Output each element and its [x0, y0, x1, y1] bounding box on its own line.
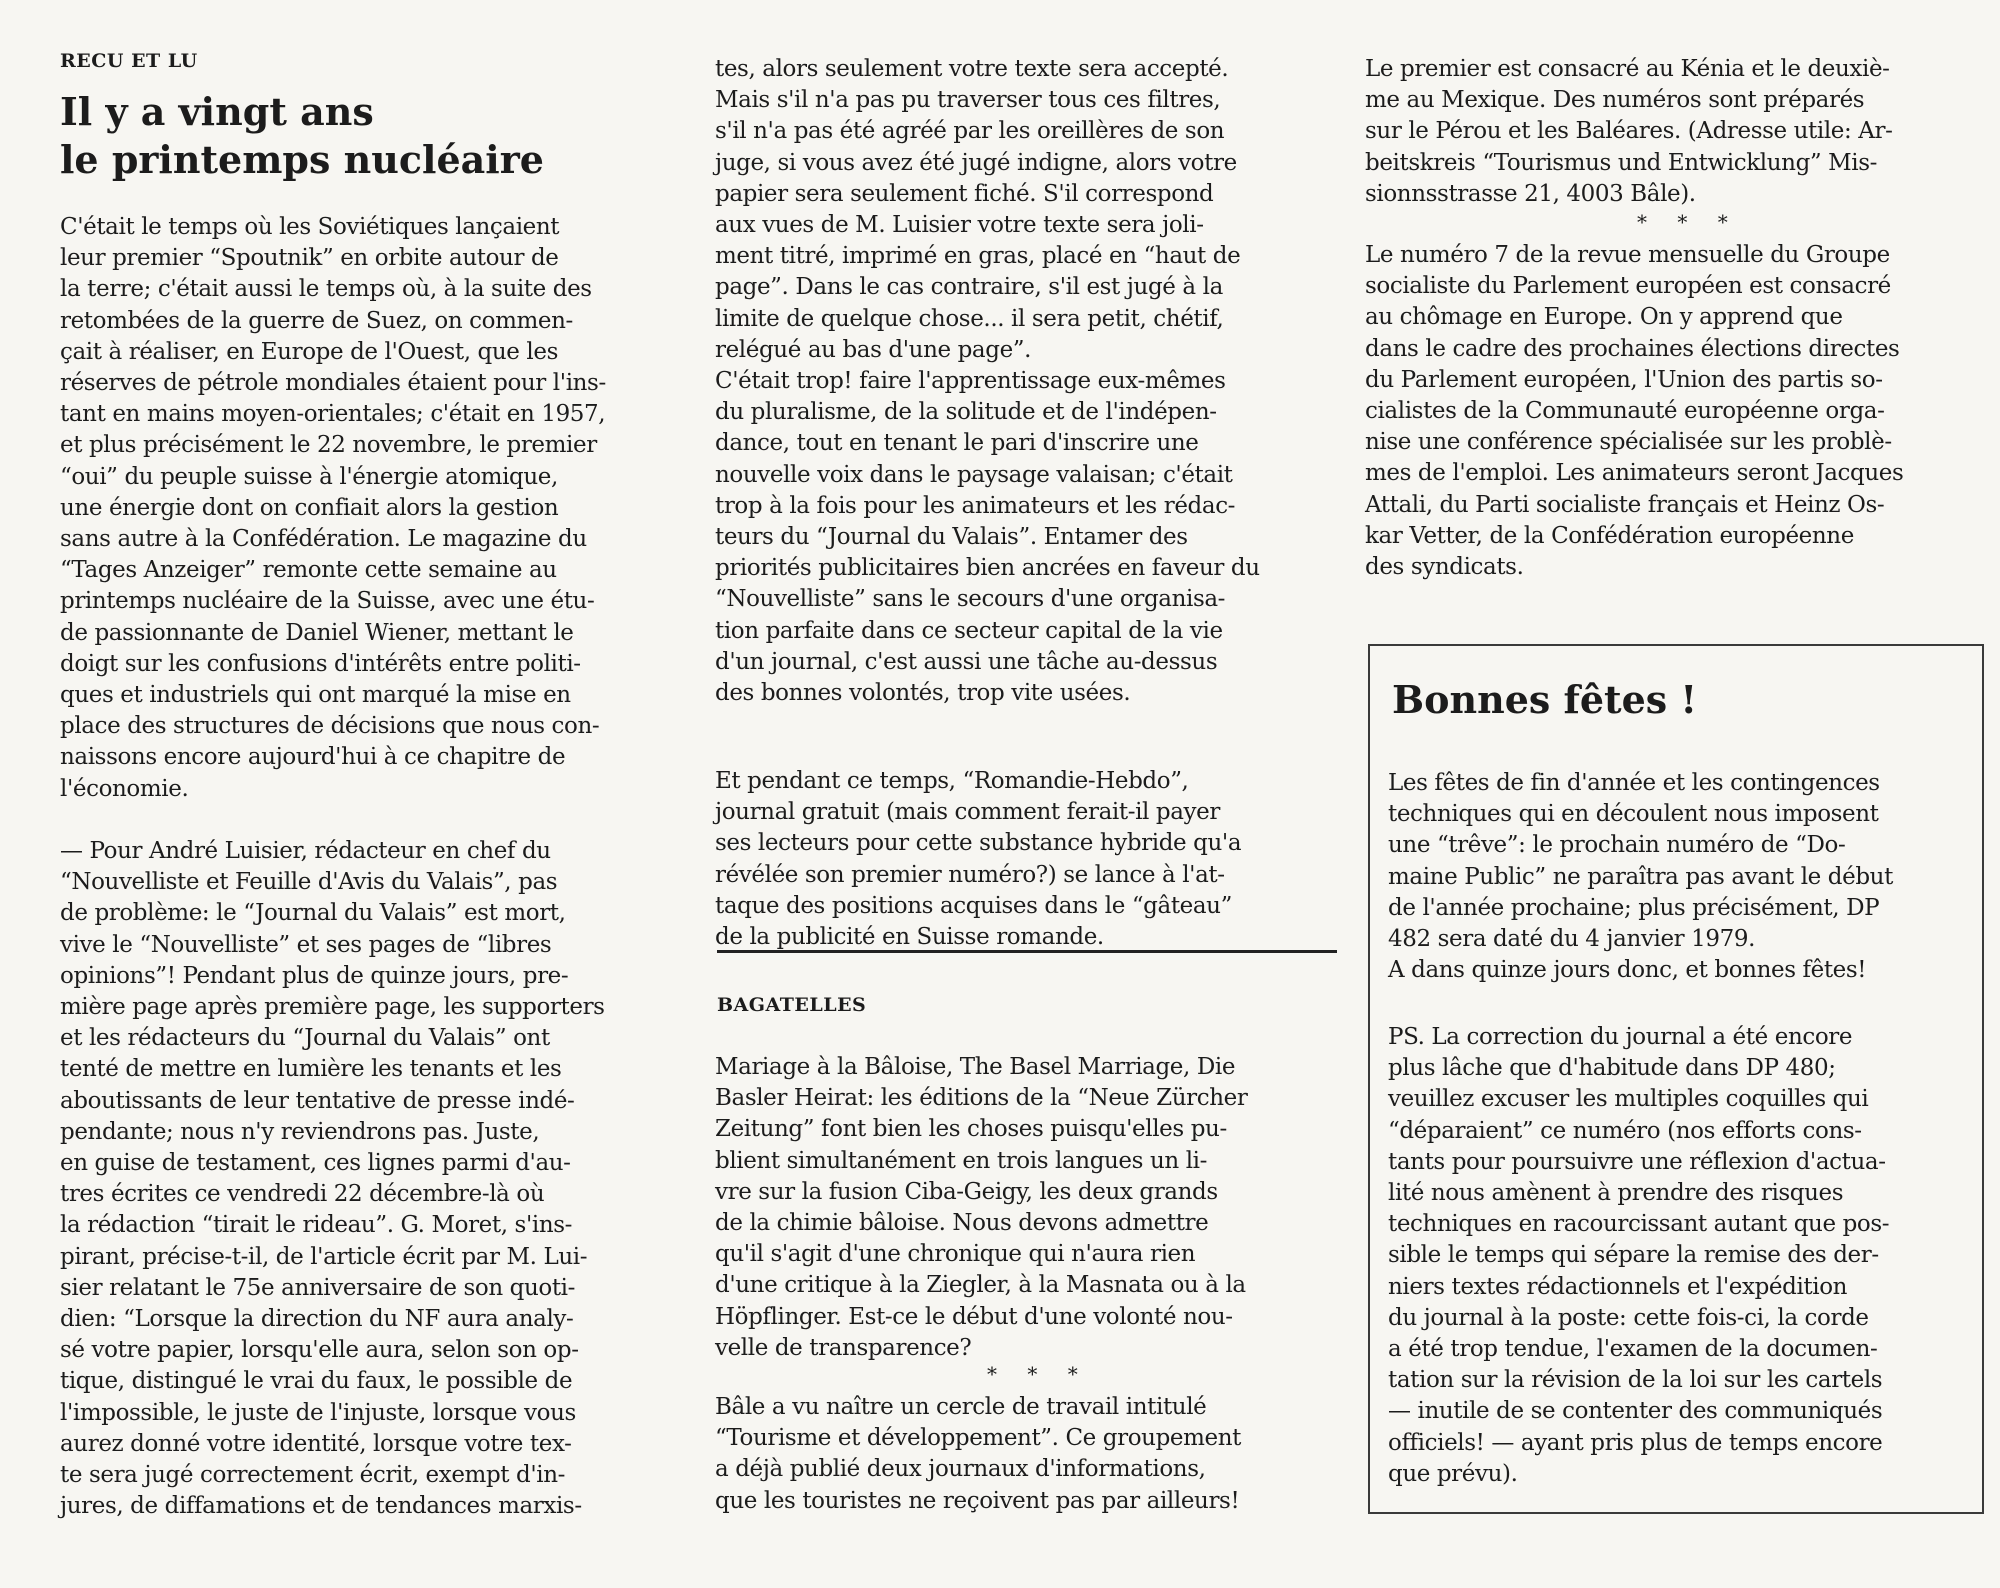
text-line: maine Public” ne paraîtra pas avant le début [1388, 863, 1893, 890]
text-line: de la chimie bâloise. Nous devons admettre [715, 1210, 1209, 1236]
text-line: techniques qui en découlent nous imposent [1388, 801, 1879, 828]
text-line: jures, de diffamations et de tendances marxis- [60, 1493, 582, 1520]
text-line: du pluralisme, de la solitude et de l'indépen- [715, 399, 1217, 426]
article-title [60, 88, 680, 184]
text-line: papier sera seulement fiché. S'il correspond [715, 180, 1214, 207]
text-line: Les fêtes de fin d'année et les contingences [1388, 770, 1880, 796]
text-line: mes de l'emploi. Les animateurs seront Jacques [1365, 460, 1904, 487]
separator-stars: * * * [1637, 210, 1740, 234]
text-line: ment titré, imprimé en gras, placé en “haut de [715, 243, 1241, 270]
notice-title: Bonnes fêtes ! [1392, 677, 1698, 722]
text-line: — inutile de se contenter des communiqués [1388, 1398, 1883, 1425]
text-line: Höpflinger. Est-ce le début d'une volonté nou- [715, 1303, 1233, 1330]
text-line: A dans quinze jours donc, et bonnes fêtes! [1388, 957, 1867, 984]
text-line: révélée son premier numéro?) se lance à l'at- [715, 861, 1225, 888]
text-line: trop à la fois pour les animateurs et les rédac- [715, 492, 1236, 519]
text-line: priorités publicitaires bien ancrées en faveur du [715, 555, 1260, 582]
text-line: sionnsstrasse 21, 4003 Bâle). [1365, 180, 1696, 207]
text-line: pendante; nous n'y reviendrons pas. Juste, [60, 1118, 540, 1145]
text-line: la terre; c'était aussi le temps où, à la suite des [60, 276, 592, 303]
text-line: au chômage en Europe. On y apprend que [1365, 304, 1843, 331]
text-line: sier relatant le 75e anniversaire de son quoti- [60, 1274, 575, 1301]
text-line: une “trêve”: le prochain numéro de “Do- [1388, 832, 1846, 859]
text-line: l'économie. [60, 775, 189, 802]
text-line: Mariage à la Bâloise, The Basel Marriage, Die [715, 1054, 1236, 1080]
text-line: techniques en racourcissant autant que pos- [1388, 1211, 1890, 1238]
text-line: dance, tout en tenant le pari d'inscrire une [715, 430, 1199, 457]
text-line: “oui” du peuple suisse à l'énergie atomique, [60, 463, 558, 490]
text-line: que prévu). [1388, 1460, 1518, 1487]
text-line: velle de transparence? [715, 1334, 972, 1361]
text-line: leur premier “Spoutnik” en orbite autour de [60, 245, 559, 272]
text-line: PS. La correction du journal a été encore [1388, 1024, 1853, 1050]
text-line: relégué au bas d'une page”. [715, 336, 1032, 363]
text-line: Le premier est consacré au Kénia et le deuxiè- [1365, 56, 1890, 82]
title-line: Il y a vingt ans [60, 89, 374, 134]
text-line: te sera jugé correctement écrit, exempt d'in- [60, 1462, 566, 1488]
text-line: place des structures de décisions que nous con- [60, 713, 600, 740]
text-line: réserves de pétrole mondiales étaient pour l'ins- [60, 370, 606, 396]
text-line: Attali, du Parti socialiste français et Heinz Os- [1365, 491, 1885, 518]
text-line: d'une critique à la Ziegler, à la Masnata ou à la [715, 1272, 1246, 1299]
text-line: çait à réaliser, en Europe de l'Ouest, que les [60, 338, 558, 365]
text-line: plus lâche que d'habitude dans DP 480; [1388, 1055, 1836, 1082]
text-line: officiels! — ayant pris plus de temps encore [1388, 1429, 1883, 1456]
text-line: aurez donné votre identité, lorsque votre tex- [60, 1430, 572, 1457]
text-line: et les rédacteurs du “Journal du Valais” ont [60, 1025, 550, 1052]
text-line: aboutissants de leur tentative de presse indé- [60, 1087, 575, 1114]
text-line: que les touristes ne reçoivent pas par ailleurs! [715, 1487, 1240, 1514]
text-line: opinions”! Pendant plus de quinze jours, pre- [60, 962, 569, 989]
text-line: Zeitung” font bien les choses puisqu'elles pu- [715, 1116, 1227, 1143]
text-line: limite de quelque chose... il sera petit, chétif, [715, 305, 1224, 332]
text-line: de problème: le “Journal du Valais” est mort, [60, 900, 566, 927]
text-line: aux vues de M. Luisier votre texte sera joli- [715, 212, 1204, 238]
text-line: doigt sur les confusions d'intérêts entre politi- [60, 650, 581, 677]
text-line: des bonnes volontés, trop vite usées. [715, 680, 1131, 706]
text-line: naissons encore aujourd'hui à ce chapitre de [60, 744, 566, 771]
text-line: juge, si vous avez été jugé indigne, alors votre [715, 149, 1237, 176]
text-line: tants pour poursuivre une réflexion d'actua- [1388, 1148, 1886, 1175]
text-line: dien: “Lorsque la direction du NF aura analy- [60, 1306, 574, 1332]
text-line: mière page après première page, les supporters [60, 994, 605, 1020]
text-line: lité nous amènent à prendre des risques [1388, 1180, 1844, 1206]
text-line: vive le “Nouvelliste” et ses pages de “libres [60, 931, 552, 958]
text-line: “Tourisme et développement”. Ce groupement [715, 1425, 1241, 1452]
text-line: a déjà publié deux journaux d'informations, [715, 1456, 1206, 1483]
text-line: s'il n'a pas été agréé par les oreillères de son [715, 118, 1225, 145]
text-line: “Tages Anzeiger” remonte cette semaine au [60, 557, 557, 584]
text-line: C'était trop! faire l'apprentissage eux-mêmes [715, 368, 1226, 394]
text-line: nise une conférence spécialisée sur les problè- [1365, 429, 1892, 456]
text-line: des syndicats. [1365, 554, 1524, 580]
text-line: “déparaient” ce numéro (nos efforts cons- [1388, 1117, 1862, 1144]
section-divider [717, 950, 1337, 953]
text-line: du Parlement européen, l'Union des partis so- [1365, 366, 1883, 393]
text-line: tation sur la révision de la loi sur les cartels [1388, 1367, 1883, 1394]
text-line: vre sur la fusion Ciba-Geigy, les deux grands [715, 1178, 1218, 1205]
text-line: de l'année prochaine; plus précisément, DP [1388, 894, 1880, 921]
title-line: le printemps nucléaire [60, 137, 544, 182]
text-line: sé votre papier, lorsqu'elle aura, selon son op- [60, 1337, 579, 1364]
text-line: tion parfaite dans ce secteur capital de la vie [715, 617, 1223, 644]
text-line: kar Vetter, de la Confédération européenne [1365, 522, 1854, 549]
text-line: qu'il s'agit d'une chronique qui n'aura rien [715, 1241, 1196, 1268]
text-line: ques et industriels qui ont marqué la mise en [60, 682, 571, 708]
text-line: Basler Heirat: les éditions de la “Neue Zürcher [715, 1085, 1248, 1112]
text-line: d'un journal, c'est aussi une tâche au-dessus [715, 648, 1218, 675]
text-line: cialistes de la Communauté européenne orga- [1365, 398, 1885, 424]
text-line: Mais s'il n'a pas pu traverser tous ces filtres, [715, 87, 1221, 114]
text-line: taque des positions acquises dans le “gâteau” [715, 892, 1232, 919]
text-line: du journal à la poste: cette fois-ci, la corde [1388, 1304, 1869, 1331]
text-line: — Pour André Luisier, rédacteur en chef du [60, 838, 551, 864]
text-line: une énergie dont on confiait alors la gestion [60, 494, 559, 521]
text-line: niers textes rédactionnels et l'expédition [1388, 1273, 1848, 1300]
text-line: veuillez excuser les multiples coquilles qui [1388, 1086, 1869, 1113]
text-line: ses lecteurs pour cette substance hybride qu'a [715, 830, 1242, 857]
section-rubric: RECU ET LU [60, 50, 198, 72]
text-line: nouvelle voix dans le paysage valaisan; c'était [715, 461, 1233, 488]
text-line: de passionnante de Daniel Wiener, mettant le [60, 619, 574, 646]
text-line: me au Mexique. Des numéros sont préparés [1365, 87, 1865, 114]
text-line: dans le cadre des prochaines élections directes [1365, 335, 1900, 362]
text-line: sur le Pérou et les Baléares. (Adresse utile: Ar- [1365, 118, 1893, 145]
text-line: journal gratuit (mais comment ferait-il payer [715, 799, 1220, 826]
text-line: Et pendant ce temps, “Romandie-Hebdo”, [715, 768, 1189, 794]
text-line: tes, alors seulement votre texte sera accepté. [715, 56, 1229, 82]
text-line: l'impossible, le juste de l'injuste, lorsque vous [60, 1399, 576, 1426]
text-line: sible le temps qui sépare la remise des der- [1388, 1242, 1879, 1269]
text-line: 482 sera daté du 4 janvier 1979. [1388, 926, 1756, 952]
text-line: “Nouvelliste” sans le secours d'une organisa- [715, 586, 1226, 613]
text-line: Le numéro 7 de la revue mensuelle du Groupe [1365, 242, 1890, 268]
text-line: sans autre à la Confédération. Le magazine du [60, 526, 587, 552]
text-line: la rédaction “tirait le rideau”. G. Moret, s'ins- [60, 1212, 573, 1239]
text-line: en guise de testament, ces lignes parmi d'au- [60, 1150, 571, 1176]
text-line: et plus précisément le 22 novembre, le premier [60, 432, 597, 459]
text-line: tant en mains moyen-orientales; c'était en 1957, [60, 401, 606, 428]
text-line: Bâle a vu naître un cercle de travail intitulé [715, 1394, 1207, 1420]
text-line: pirant, précise-t-il, de l'article écrit par M. Lui- [60, 1243, 588, 1270]
text-line: teurs du “Journal du Valais”. Entamer des [715, 524, 1188, 550]
text-line: retombées de la guerre de Suez, on commen- [60, 307, 573, 334]
text-line: tenté de mettre en lumière les tenants et les [60, 1056, 562, 1083]
text-line: tique, distingué le vrai du faux, le possible de [60, 1368, 573, 1395]
text-line: socialiste du Parlement européen est consacré [1365, 273, 1891, 300]
section-rubric: BAGATELLES [717, 994, 867, 1016]
text-line: a été trop tendue, l'examen de la documen- [1388, 1336, 1878, 1362]
text-line: de la publicité en Suisse romande. [715, 924, 1104, 950]
separator-stars: * * * [987, 1362, 1090, 1386]
text-line: page”. Dans le cas contraire, s'il est jugé à la [715, 274, 1223, 301]
text-line: C'était le temps où les Soviétiques lançaient [60, 214, 560, 240]
text-line: printemps nucléaire de la Suisse, avec une étu- [60, 588, 595, 615]
text-line: beitskreis “Tourismus und Entwicklung” Mis- [1365, 149, 1878, 176]
text-line: tres écrites ce vendredi 22 décembre-là où [60, 1181, 545, 1208]
text-line: blient simultanément en trois langues un li- [715, 1147, 1207, 1174]
text-line: “Nouvelliste et Feuille d'Avis du Valais”, pas [60, 869, 558, 896]
